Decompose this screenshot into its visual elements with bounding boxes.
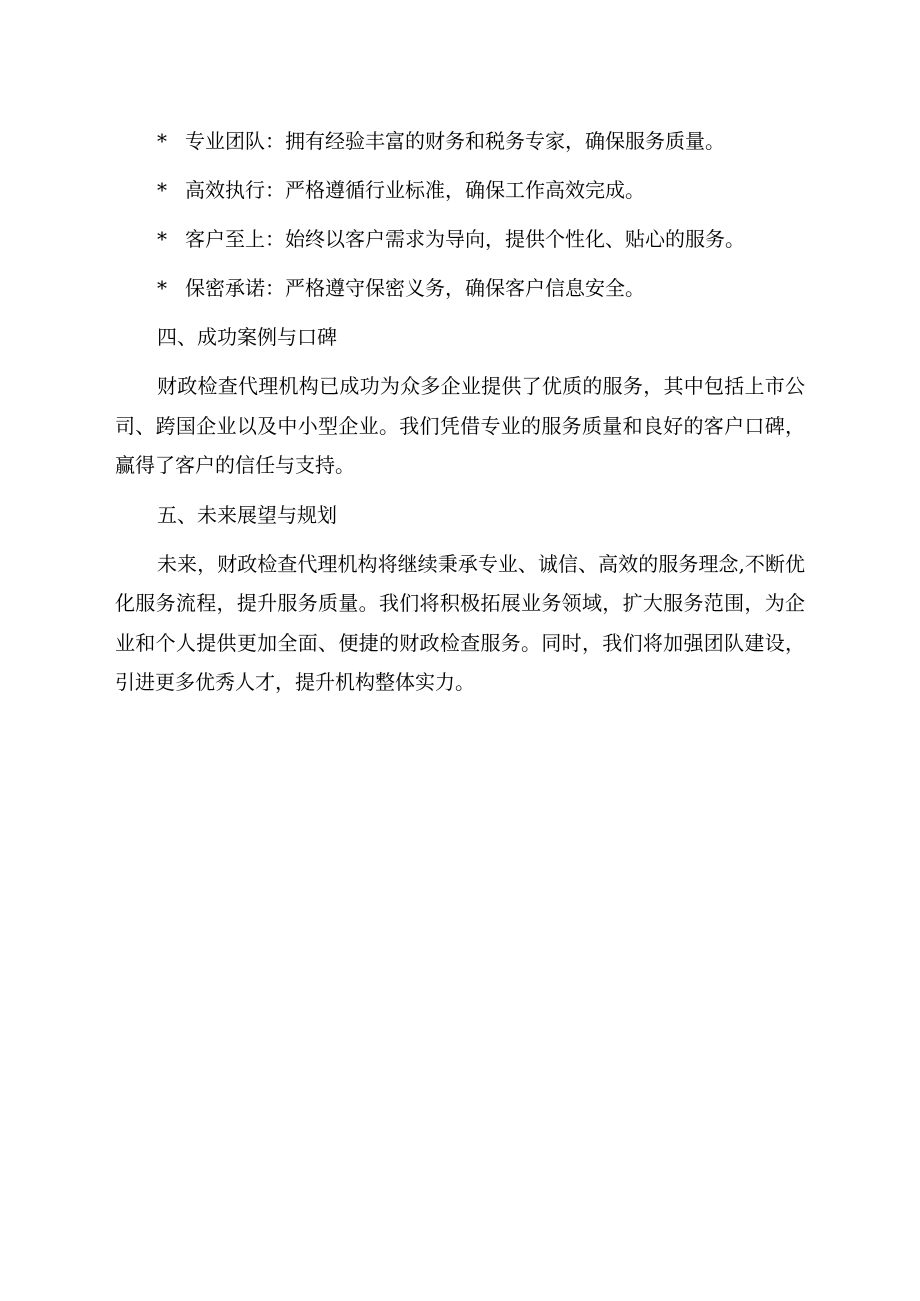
bullet-item-team bbox=[115, 122, 805, 171]
bullet-asterisk-icon: * bbox=[157, 276, 167, 300]
section-heading-cases: 四、成功案例与口碑 bbox=[157, 325, 337, 349]
bullet-asterisk-icon: * bbox=[157, 227, 167, 251]
bullet-text: 客户至上：始终以客户需求为导向，提供个性化、贴心的服务。 bbox=[185, 227, 745, 251]
section-heading-outlook: 五、未来展望与规划 bbox=[157, 502, 337, 527]
bullet-text: 高效执行：严格遵循行业标准，确保工作高效完成。 bbox=[185, 178, 645, 202]
bullet-text: 保密承诺：严格遵守保密义务，确保客户信息安全。 bbox=[185, 276, 645, 300]
bullet-item-efficiency bbox=[115, 171, 805, 220]
section-paragraph-cases: 财政检查代理机构已成功为众多企业提供了优质的服务，其中包括上市公司、跨国企业以及中小型企业。我们凭借专业的服务质量和良好的客户口碑，赢得了客户的信任与支持。 bbox=[115, 374, 805, 477]
bullet-asterisk-icon: * bbox=[157, 129, 167, 153]
section-paragraph-outlook: 未来，财政检查代理机构将继续秉承专业、诚信、高效的服务理念,不断优化服务流程，提升服务质量。我们将积极拓展业务领域，扩大服务范围，为企业和个人提供更加全面、便捷的财政检查服务。同时，我们将加强团队建设，引进更多优秀人才，提升机构整体实力。 bbox=[115, 551, 805, 694]
bullet-text: 专业团队：拥有经验丰富的财务和税务专家，确保服务质量。 bbox=[185, 129, 725, 153]
bullet-item-customer bbox=[115, 220, 805, 269]
document-body bbox=[115, 122, 805, 713]
bullet-item-confidentiality bbox=[115, 269, 805, 318]
bullet-asterisk-icon: * bbox=[157, 178, 167, 202]
